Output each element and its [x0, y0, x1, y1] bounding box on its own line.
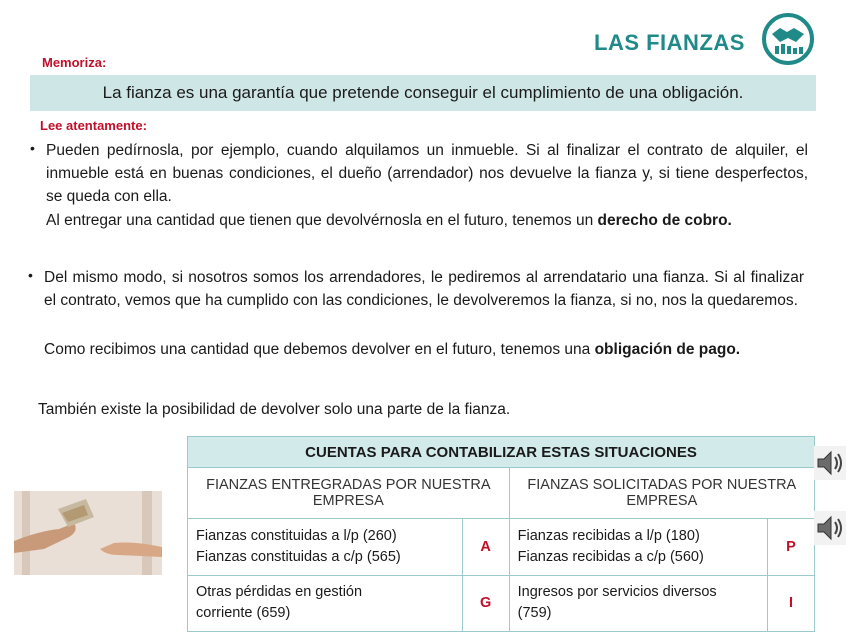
right-account-line: Ingresos por servicios diversos [517, 584, 717, 601]
speaker-icon[interactable] [814, 511, 846, 545]
right-account-line: Fianzas recibidas a c/p (560) [517, 548, 704, 565]
partial-note: También existe la posibilidad de devolver solo una parte de la fianza. [38, 401, 511, 418]
left-account-line: corriente (659) [196, 605, 291, 622]
bullet-dot: • [30, 140, 35, 156]
left-account-cell [188, 519, 463, 576]
bullet1-conclusion [46, 209, 808, 232]
left-account-line: Otras pérdidas en gestión [196, 584, 363, 601]
accounts-table [187, 436, 815, 632]
right-account-line: (759) [517, 605, 552, 622]
memoriza-label: Memoriza: [42, 55, 107, 70]
left-code: G [462, 575, 509, 632]
definition-text: La fianza es una garantía que pretende conseguir el cumplimiento de una obligación. [102, 83, 744, 102]
bullet1-conclusion-bold: derecho de cobro. [597, 212, 732, 229]
table-title: CUENTAS PARA CONTABILIZAR ESTAS SITUACIONES [188, 437, 815, 468]
col1-header: FIANZAS ENTREGRADAS POR NUESTRA EMPRESA [188, 468, 510, 519]
bullet2-text: Del mismo modo, si nosotros somos los arrendadores, le pediremos al arrendatario una fianza. Si al finalizar el contrato, vemos que ha cumplido con las condiciones, le devolveremos la fianza, si no, nos la quedaremos. [44, 269, 804, 309]
right-account-line: Fianzas recibidas a l/p (180) [517, 527, 700, 544]
lee-label: Lee atentamente: [40, 118, 147, 133]
left-account-line: Fianzas constituidas a c/p (565) [196, 548, 401, 565]
bullet-dot: • [28, 267, 33, 283]
right-code: I [768, 575, 815, 632]
page-title: LAS FIANZAS [594, 30, 745, 55]
definition-box [30, 75, 816, 111]
bullet1-text: Pueden pedírnosla, por ejemplo, cuando alquilamos un inmueble. Si al finalizar el contrato de alquiler, el inmueble está en buenas condiciones, el dueño (arrendador) nos devuelve la fianza y, si tiene desperfectos, se queda con ella. [46, 142, 808, 205]
bullet1-conclusion-text: Al entregar una cantidad que tienen que devolvérnosla en el futuro, tenemos un [46, 212, 598, 229]
right-account-cell [509, 519, 767, 576]
bullet2-conclusion [44, 338, 804, 361]
col2-header: FIANZAS SOLICITADAS POR NUESTRA EMPRESA [509, 468, 814, 519]
speaker-icon[interactable] [814, 446, 846, 480]
right-code: P [768, 519, 815, 576]
handshake-money-icon [760, 12, 816, 66]
bullet2-conclusion-bold: obligación de pago. [594, 341, 741, 358]
left-account-line: Fianzas constituidas a l/p (260) [196, 527, 397, 544]
table-row [188, 519, 815, 576]
table-row [188, 575, 815, 632]
left-account-cell [188, 575, 463, 632]
right-account-cell [509, 575, 767, 632]
left-code: A [462, 519, 509, 576]
bullet2-conclusion-text: Como recibimos una cantidad que debemos devolver en el futuro, tenemos una [44, 341, 595, 358]
hands-money-photo [14, 491, 162, 575]
